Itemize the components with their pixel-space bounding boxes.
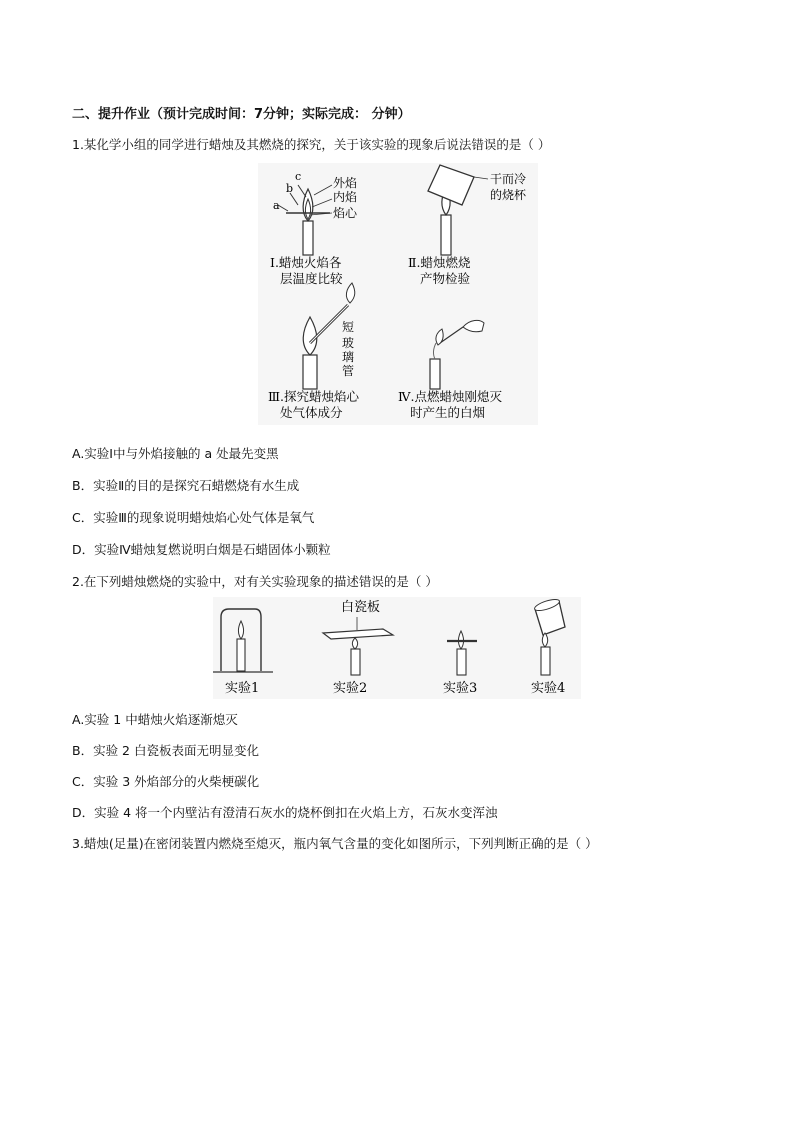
tube-label-char4: 管 xyxy=(342,364,355,378)
exp3-caption-line1: Ⅲ.探究蜡烛焰心 xyxy=(268,389,360,404)
question-3-stem: 3.蜡烛(足量)在密闭装置内燃烧至熄灭，瓶内氧气含量的变化如图所示，下列判断正确的是（ ） xyxy=(72,836,598,851)
exp4-caption-line1: Ⅳ.点燃蜡烛刚熄灭 xyxy=(398,389,502,404)
question-1-stem: 1.某化学小组的同学进行蜡烛及其燃烧的探究，关于该实验的现象后说法错误的是（ ） xyxy=(72,137,551,152)
q2-figure xyxy=(213,597,581,699)
exp4-label: 实验4 xyxy=(531,681,566,696)
q2-option-a: A.实验 1 中蜡烛火焰逐渐熄灭 xyxy=(72,712,238,727)
q1-figure xyxy=(258,163,538,425)
q1-option-a: A.实验Ⅰ中与外焰接触的 a 处最先变黑 xyxy=(72,446,279,461)
label-a: a xyxy=(273,199,280,212)
outer-flame-label: 外焰 xyxy=(333,176,358,190)
flame-core-label: 焰心 xyxy=(333,206,358,220)
exp3-label: 实验3 xyxy=(443,681,478,696)
q1-option-b: B．实验Ⅱ的目的是探究石蜡燃烧有水生成 xyxy=(72,478,300,493)
label-c: c xyxy=(295,170,302,183)
tube-label-char1: 短 xyxy=(342,320,355,334)
tube-label-char3: 璃 xyxy=(342,350,355,364)
q2-option-d: D．实验 4 将一个内壁沾有澄清石灰水的烧杯倒扣在火焰上方，石灰水变浑浊 xyxy=(72,805,498,820)
question-2-stem: 2.在下列蜡烛燃烧的实验中，对有关实验现象的描述错误的是（ ） xyxy=(72,574,438,589)
q2-option-c: C．实验 3 外焰部分的火柴梗碳化 xyxy=(72,774,260,789)
q2-option-b: B．实验 2 白瓷板表面无明显变化 xyxy=(72,743,259,758)
inner-flame-label: 内焰 xyxy=(333,190,358,204)
cold-beaker-label-line2: 的烧杯 xyxy=(490,188,527,202)
exp2-caption-line1: Ⅱ.蜡烛燃烧 xyxy=(408,255,471,270)
exp3-caption-line2: 处气体成分 xyxy=(280,405,343,420)
cold-beaker-label-line1: 干而冷 xyxy=(490,172,527,186)
exp1-caption-line1: Ⅰ.蜡烛火焰各 xyxy=(270,255,342,270)
porcelain-label: 白瓷板 xyxy=(341,600,381,615)
section-title: 二、提升作业（预计完成时间：7分钟；实际完成： 分钟） xyxy=(72,107,411,122)
exp1-caption-line2: 层温度比较 xyxy=(280,271,343,286)
tube-label-char2: 玻 xyxy=(342,336,355,350)
exp2-label: 实验2 xyxy=(333,681,368,696)
exp1-label: 实验1 xyxy=(225,681,260,696)
q1-option-d: D．实验Ⅳ蜡烛复燃说明白烟是石蜡固体小颗粒 xyxy=(72,542,331,557)
q1-option-c: C．实验Ⅲ的现象说明蜡烛焰心处气体是氧气 xyxy=(72,510,315,525)
exp4-caption-line2: 时产生的白烟 xyxy=(410,405,486,420)
label-b: b xyxy=(286,182,294,195)
exp2-caption-line2: 产物检验 xyxy=(420,271,471,286)
